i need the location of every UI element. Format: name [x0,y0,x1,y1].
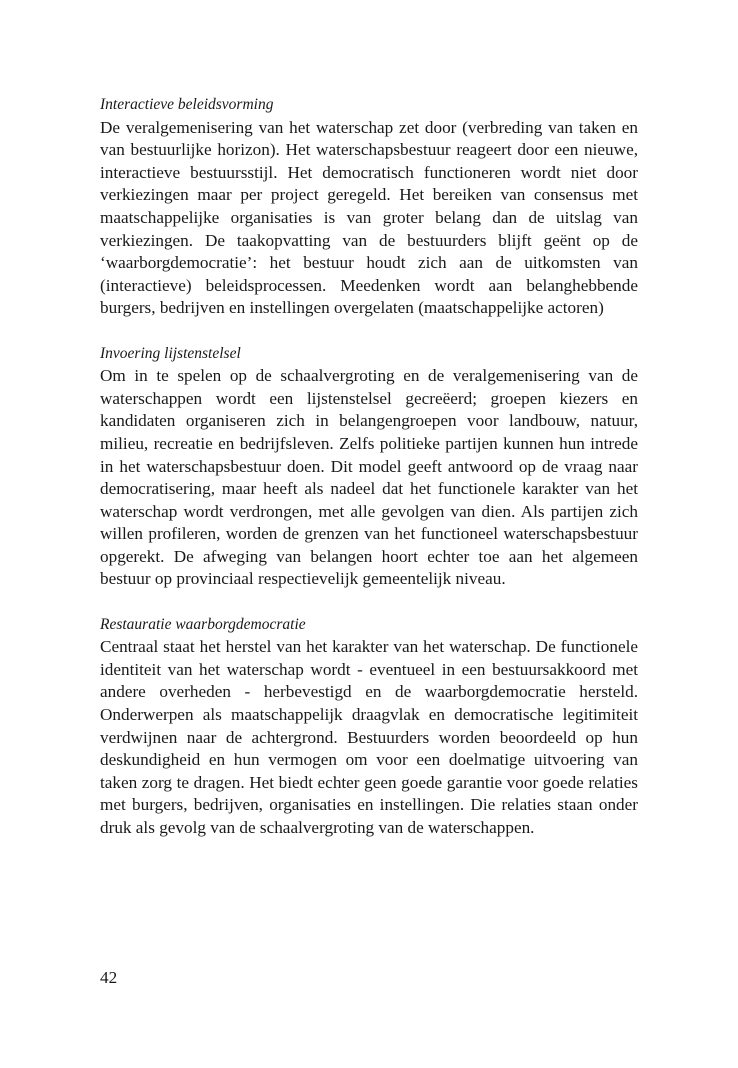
section-invoering-lijstenstelsel [100,343,638,592]
page-content [100,94,638,862]
section-body: Centraal staat het herstel van het karakter van het waterschap. De functionele identiteit van het waterschap wordt - eventueel in een bestuursakkoord met andere overheden - herbevestigd en de waarborgdemocratie hersteld. Onderwerpen als maatschappelijk draagvlak en democratische legitimiteit verdwijnen naar de achtergrond. Bestuurders worden beoordeeld op hun deskundigheid en hun vermogen om voor een doelmatige uitvoering van taken zorg te dragen. Het biedt echter geen goede garantie voor goede relaties met burgers, bedrijven, organisaties en instellingen. Die relaties staan onder druk als gevolg van de schaalvergroting van de waterschappen. [100,637,638,837]
section-body: Om in te spelen op de schaalvergroting en de veralgemenisering van de waterschappen wordt een lijstenstelsel gecreëerd; groepen kiezers en kandidaten organiseren zich in belangengroepen voor landbouw, natuur, milieu, recreatie en bedrijfsleven. Zelfs politieke partijen kunnen hun intrede in het waterschapsbestuur doen. Dit model geeft antwoord op de vraag naar democratisering, maar heeft als nadeel dat het functionele karakter van het waterschap wordt verdrongen, met alle gevolgen van dien. Als partijen zich willen profileren, worden de grenzen van het functioneel waterschapsbestuur opgerekt. De afweging van belangen hoort echter toe aan het algemeen bestuur op provinciaal respectievelijk gemeentelijk niveau. [100,366,638,589]
section-body: De veralgemenisering van het waterschap zet door (verbreding van taken en van bestuurlijke horizon). Het waterschapsbestuur reageert door een nieuwe, interactieve bestuursstijl. Het democratisch functioneren wordt niet door verkiezingen maar per project geregeld. Het bereiken van consensus met maatschappelijke organisaties is van groter belang dan de uitslag van verkiezingen. De taakopvatting van de bestuurders blijft geënt op de ‘waarborgdemocratie’: het bestuur houdt zich aan de uitkomsten van (interactieve) beleidsprocessen. Meedenken wordt aan belanghebbende burgers, bedrijven en instellingen overgelaten (maatschappelijke actoren) [100,117,638,318]
section-title: Interactieve beleidsvorming [100,96,274,113]
section-restauratie-waarborgdemocratie [100,614,638,840]
section-title: Invoering lijstenstelsel [100,344,241,362]
section-interactieve-beleidsvorming [100,94,638,320]
page-number: 42 [100,968,118,987]
section-title: Restauratie waarborgdemocratie [100,615,306,633]
